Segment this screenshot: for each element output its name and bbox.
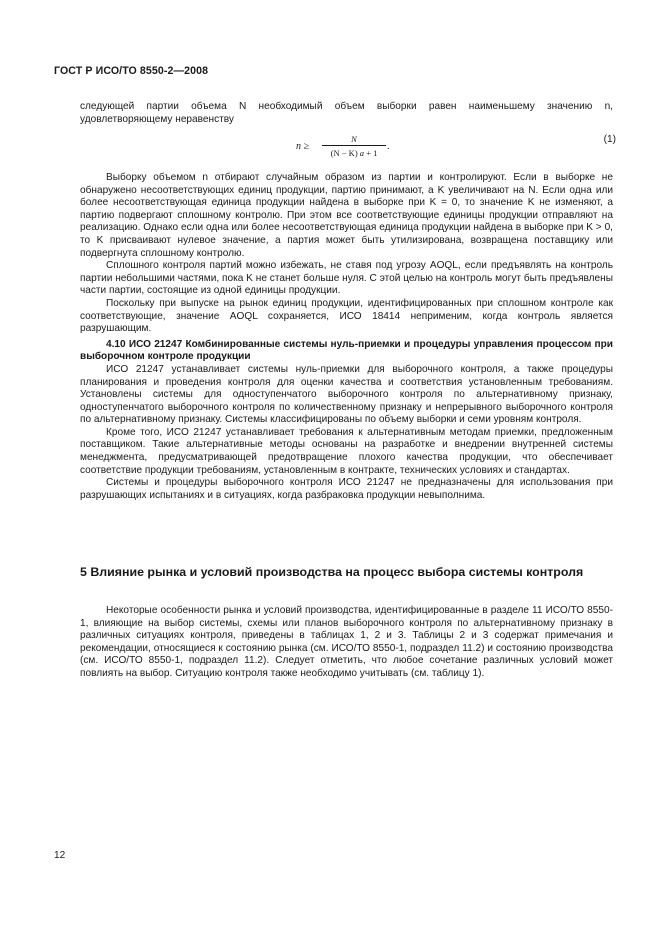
- document-code-header: ГОСТ Р ИСО/ТО 8550-2—2008: [54, 65, 209, 77]
- page-number: 12: [54, 850, 66, 861]
- paragraph-iso21247-systems: ИСО 21247 устанавливает системы нуль-приемки для выборочного контроля, а также процедуры планирования и проведения контроля для оценки качества и соответствия установленным требованиям. Установлены системы для одноступенчатого выборочного контроля по альтернативному признаку, одноступенчатого выборочного контроля по количественному признаку и непрерывного выборочного контроля по альтернативному признаку. Системы классифицированы по объему выборки и семи уровням контроля.: [80, 363, 613, 426]
- intro-paragraph: следующей партии объема N необходимый объем выборки равен наименьшему значению n, удовлетворяющему неравенству: [80, 101, 613, 125]
- formula-lhs: n ≥: [296, 141, 309, 152]
- paragraph-avoid-inspection: Сплошного контроля партий можно избежать, не ставя под угрозу AOQL, если предъявлять на контроль партии небольшими частями, пока K не станет больше нуля. С этой целью на контроль могут быть предъявлены части партии, состоящие из одной единицы продукции.: [80, 260, 613, 297]
- formula-numerator: N: [351, 134, 357, 144]
- section-5-body: [80, 605, 613, 681]
- intro-block: [80, 101, 613, 126]
- section-5-title: 5 Влияние рынка и условий производства на процесс выбора системы контроля: [80, 565, 584, 579]
- formula-denominator: [322, 148, 386, 158]
- paragraph-iso21247-limits: Системы и процедуры выборочного контроля ИСО 21247 не предназначены для использования при разрушающих испытаниях и в ситуациях, когда разбраковка продукции невыполнима.: [80, 477, 613, 501]
- paragraph-iso21247-alternatives: Кроме того, ИСО 21247 устанавливает требования к альтернативным методам приемки, предложенным поставщиком. Такие альтернативные методы основаны на разработке и внедрении внутренней системы менеджмента, предусматривающей предотвращение плохого качества продукции, что обеспечивает соответствие продукции требованиям, установленным в контракте, технических условиях и стандартах.: [80, 426, 613, 476]
- fraction-bar: [322, 145, 386, 146]
- paragraph-aoql: Поскольку при выпуске на рынок единиц продукции, идентифицированных при сплошном контроле как соответствующие, значение AOQL сохраняется, ИСО 18414 неприменим, когда контроль является разрушающим.: [80, 297, 613, 335]
- denominator-suffix: + 1: [364, 148, 378, 158]
- equation-number: (1): [603, 134, 616, 145]
- denominator-a: a: [359, 148, 365, 158]
- formula-1: [296, 134, 616, 162]
- body-block-a: [80, 172, 613, 502]
- formula-fraction: [322, 134, 386, 158]
- subsection-4-10-title: 4.10 ИСО 21247 Комбинированные системы нуль-приемки и процедуры управления процессом при выборочном контроле продукции: [80, 338, 613, 363]
- denominator-prefix: (N − K): [330, 148, 360, 158]
- formula-terminator: .: [387, 141, 390, 152]
- section-5-paragraph: Некоторые особенности рынка и условий производства, идентифицированные в разделе 11 ИСО/ТО 8550-1, влияющие на выбор системы, схемы или планов выборочного контроля по альтернативному признаку в различных ситуациях контроля, приведены в таблицах 1, 2 и 3. Таблицы 2 и 3 содержат примечания и рекомендации, относящиеся к состоянию рынка (см. ИСО/ТО 8550-1, подраздел 11.2) и состоянию производства (см. ИСО/ТО 8550-1, подраздел 11.2). Следует отметить, что любое сочетание различных условий может повлиять на выбор. Ситуацию контроля также необходимо учитывать (см. таблицу 1).: [80, 605, 613, 679]
- paragraph-sampling: Выборку объемом n отбирают случайным образом из партии и контролируют. Если в выборке не обнаружено несоответствующих единиц продукции, партию принимают, а K увеличивают на N. Если одна или более несоответствующая единица продукции найдена в выборке при K = 0, то значение K не изменяют, а партию подвергают сплошному контролю. При этом все соответствующие единицы продукции отправляют на реализацию. Однако если одна или более несоответствующая единица продукции найдена в выборке при K > 0, то K присваивают нулевое значение, а партия может быть утилизирована, возвращена поставщику или подвергнута сплошному контролю.: [80, 172, 613, 259]
